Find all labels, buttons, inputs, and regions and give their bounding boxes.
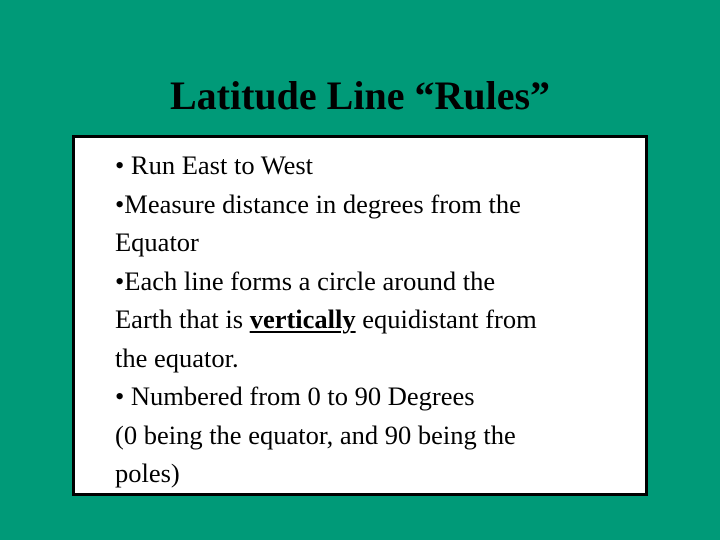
emphasized-word: vertically (249, 304, 356, 334)
text-before-emphasis: Earth that is (115, 304, 250, 334)
bullet-circle-around-earth-end: the equator. (115, 342, 239, 373)
text-after-emphasis: equidistant from (355, 304, 537, 334)
slide-title: Latitude Line “Rules” (169, 73, 551, 118)
bullet-numbered-degrees-note-end: poles) (115, 458, 180, 488)
bullet-circle-around-earth-cont (115, 300, 635, 339)
bullet-run-east-west: • Run East to West (115, 150, 314, 180)
content-box (72, 135, 648, 496)
bullet-circle-around-earth: •Each line forms a circle around the (115, 265, 496, 296)
bullet-numbered-degrees-note: (0 being the equator, and 90 being the (115, 419, 516, 450)
bullet-list (115, 146, 635, 493)
bullet-numbered-degrees: • Numbered from 0 to 90 Degrees (115, 381, 475, 411)
bullet-measure-distance-cont: Equator (115, 227, 199, 257)
bullet-measure-distance: •Measure distance in degrees from the (115, 188, 521, 219)
